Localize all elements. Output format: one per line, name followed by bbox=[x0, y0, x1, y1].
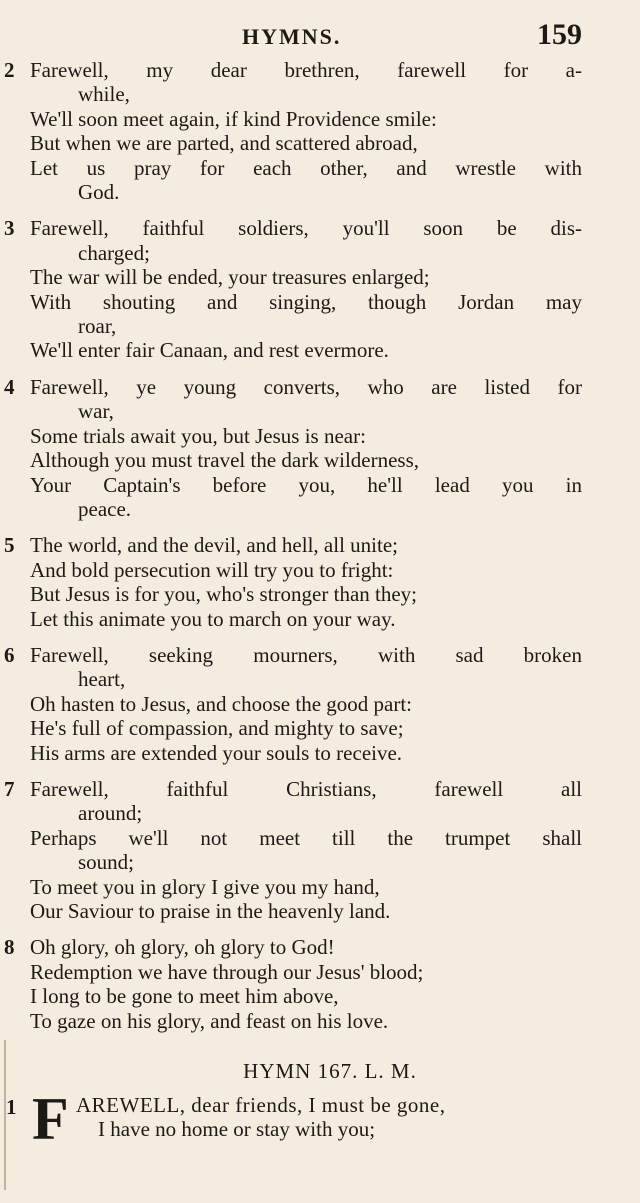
verse-line: The war will be ended, your treasures enlarged; bbox=[30, 265, 430, 290]
page-number: 159 bbox=[537, 18, 582, 51]
verse-line: To gaze on his glory, and feast on his love. bbox=[30, 1008, 389, 1033]
hymn-167-verse-1 bbox=[0, 1086, 640, 1153]
verse-line: But when we are parted, and scattered abroad, bbox=[30, 131, 418, 156]
running-head: HYMNS. bbox=[242, 24, 342, 49]
verse-line: around; bbox=[78, 801, 143, 826]
hymn-text bbox=[0, 58, 640, 1153]
verse-line: We'll enter fair Canaan, and rest evermore. bbox=[30, 338, 389, 363]
verse-7 bbox=[0, 777, 640, 923]
hymn-title: HYMN 167. L. M. bbox=[243, 1059, 417, 1084]
verse-line: Farewell, my dear brethren, farewell for a- bbox=[30, 58, 582, 82]
verse-line: Let this animate you to march on your way. bbox=[30, 606, 396, 631]
verse-number: 1 bbox=[6, 1095, 17, 1120]
verse-number: 3 bbox=[4, 216, 15, 241]
verse-number: 4 bbox=[4, 374, 15, 399]
verse-line: God. bbox=[78, 180, 120, 205]
verse-line: With shouting and singing, though Jordan may bbox=[30, 289, 582, 314]
verse-line: His arms are extended your souls to receive. bbox=[30, 740, 403, 765]
verse-2 bbox=[0, 58, 640, 204]
verse-line: I long to be gone to meet him above, bbox=[30, 984, 339, 1009]
verse-line: Let us pray for each other, and wrestle with bbox=[30, 155, 582, 180]
verse-line: peace. bbox=[78, 496, 132, 521]
verse-8 bbox=[0, 935, 640, 1033]
verse-line: And bold persecution will try you to fright: bbox=[30, 557, 394, 582]
verse-number: 5 bbox=[4, 533, 15, 558]
verse-line: Farewell, faithful Christians, farewell all bbox=[30, 776, 582, 801]
verse-line: The world, and the devil, and hell, all unite; bbox=[30, 533, 398, 558]
verse-line: Our Saviour to praise in the heavenly land. bbox=[30, 899, 391, 923]
verse-number: 8 bbox=[4, 935, 15, 960]
drop-cap: F bbox=[32, 1086, 69, 1153]
verse-line: Farewell, seeking mourners, with sad broken bbox=[30, 642, 582, 667]
verse-line: Oh hasten to Jesus, and choose the good part: bbox=[30, 691, 413, 716]
verse-4 bbox=[0, 375, 640, 521]
page-header bbox=[0, 18, 640, 54]
verse-line: Farewell, ye young converts, who are listed for bbox=[30, 374, 582, 399]
verse-line: Although you must travel the dark wilderness, bbox=[30, 448, 420, 473]
verse-line: AREWELL, dear friends, I must be gone, bbox=[76, 1093, 446, 1118]
verse-line: But Jesus is for you, who's stronger than they; bbox=[30, 582, 418, 607]
verse-line: Farewell, faithful soldiers, you'll soon be dis- bbox=[30, 216, 582, 241]
verse-line: charged; bbox=[78, 240, 150, 265]
verse-number: 7 bbox=[4, 776, 15, 801]
verse-line: heart, bbox=[78, 667, 126, 692]
verse-line: He's full of compassion, and mighty to save; bbox=[30, 716, 404, 741]
verse-line: war, bbox=[78, 399, 114, 424]
verse-number: 6 bbox=[4, 642, 15, 667]
verse-line: Oh glory, oh glory, oh glory to God! bbox=[30, 935, 335, 960]
verse-5 bbox=[0, 533, 640, 631]
verse-line: Perhaps we'll not meet till the trumpet shall bbox=[30, 825, 582, 850]
verse-line: while, bbox=[78, 82, 130, 107]
verse-6 bbox=[0, 643, 640, 765]
verse-line: Some trials await you, but Jesus is near: bbox=[30, 423, 366, 448]
verse-line: Redemption we have through our Jesus' blood; bbox=[30, 959, 424, 984]
margin-rule bbox=[4, 1040, 6, 1190]
verse-line: We'll soon meet again, if kind Providence smile: bbox=[30, 106, 437, 131]
verse-line: sound; bbox=[78, 850, 135, 875]
verse-line: roar, bbox=[78, 314, 117, 339]
verse-3 bbox=[0, 216, 640, 362]
verse-line: I have no home or stay with you; bbox=[98, 1117, 376, 1142]
verse-line: Your Captain's before you, he'll lead you in bbox=[30, 472, 582, 497]
verse-number: 2 bbox=[4, 58, 15, 82]
verse-line: To meet you in glory I give you my hand, bbox=[30, 874, 380, 899]
